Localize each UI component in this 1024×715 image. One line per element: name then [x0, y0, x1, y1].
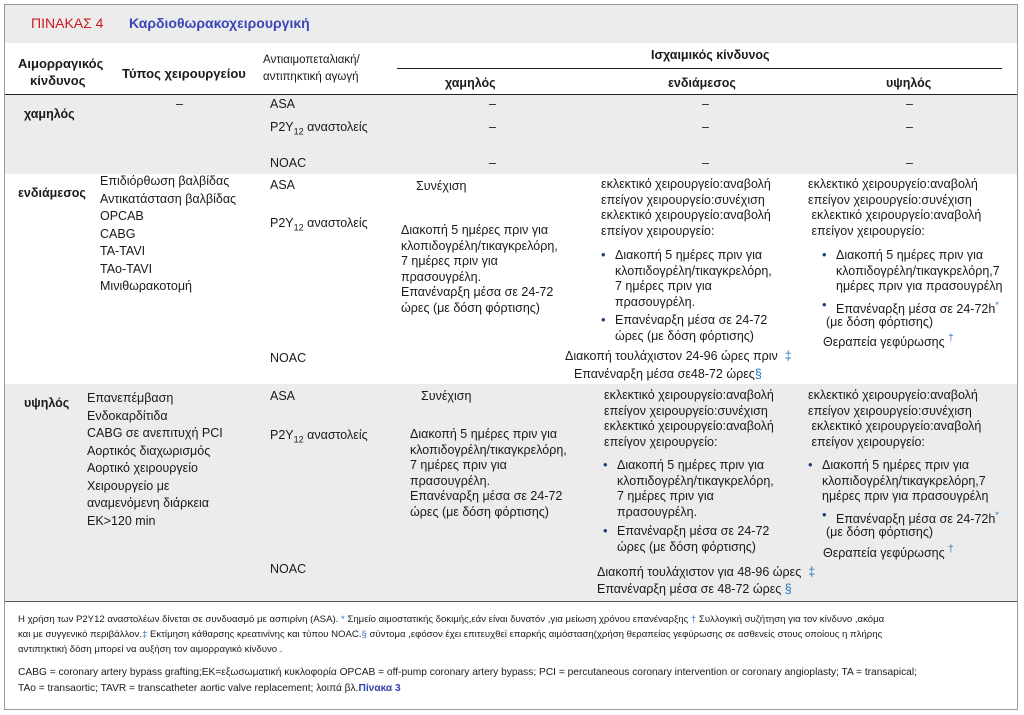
footnote-line-1: Η χρήση των P2Y12 αναστολέων δίνεται σε συνδυασμό με ασπιρίνη (ASA). * Σημείο αιμοστατικής δοκιμής,εάν είναι δυνατόν ,για μείωση χρόνου επανέναρξης † Συλλογική συζήτηση για τον κίνδυνο ,ακόμα	[18, 614, 885, 625]
row-high-high-bullet-1: • Διακοπή 5 ημέρες πριν για κλοπιδογρέλη/τικαγκρελόρη,7 ημέρες πριν για πρασουγρέλη	[808, 458, 988, 505]
row-mid-noac: NOAC	[270, 351, 307, 365]
abbreviations-line-2: TAo = transaortic; TAVR = transcatheter aortic valve replacement; λοιπά βλ.Πίνακα 3	[18, 683, 401, 694]
row-mid-high-text: εκλεκτικό χειρουργείο:αναβολή επείγον χειρουργείο:συνέχιση εκλεκτικό χειρουργείο:αναβολή επείγον χειρουργείο:	[808, 177, 982, 238]
row-high-med-bullet-2: • Επανέναρξη μέσα σε 24-72 ώρες (με δόση φόρτισης)	[603, 524, 769, 555]
header-level-high: υψηλός	[886, 76, 932, 90]
header-therapy-1: Αντιαιμοπεταλιακή/	[263, 54, 360, 66]
row-mid-label: ενδιάμεσος	[18, 186, 86, 200]
row-low-dash: –	[906, 156, 913, 170]
row-high-noac-restart: Επανέναρξη μέσα σε 48-72 ώρες §	[597, 582, 792, 596]
row-high-med-text: εκλεκτικό χειρουργείο:αναβολή επείγον χειρουργείο:συνέχιση εκλεκτικό χειρουργείο:αναβολή επείγον χειρουργείο:	[604, 388, 774, 449]
row-low-shade	[5, 95, 1017, 174]
ischemic-underline	[397, 68, 1002, 69]
row-low-noac: NOAC	[270, 156, 307, 170]
row-high-label: υψηλός	[24, 396, 70, 410]
row-mid-high-bullet-1: • Διακοπή 5 ημέρες πριν για κλοπιδογρέλη/τικαγκρελόρη,7 ημέρες πριν για πρασουγρέλη	[822, 248, 1002, 295]
header-therapy-2: αντιπηκτική αγωγή	[263, 71, 359, 83]
row-low-dash: –	[702, 97, 709, 111]
row-low-dash: –	[489, 156, 496, 170]
row-mid-noac-restart: Επανέναρξη μέσα σε48-72 ώρες§	[574, 367, 762, 381]
row-mid-med-text: εκλεκτικό χειρουργείο:αναβολή επείγον χειρουργείο:συνέχιση εκλεκτικό χειρουργείο:αναβολή επείγον χειρουργείο:	[601, 177, 771, 238]
row-low-p2y: $P2Y_{12}$ αναστολείς	[270, 120, 368, 137]
header-bleeding-risk-1: Αιμορραγικός	[18, 56, 104, 71]
row-mid-low-p2y: Διακοπή 5 ημέρες πριν για κλοπιδογρέλη/τικαγκρελόρη, 7 ημέρες πριν για πρασουγρέλη. Επανέναρξη μέσα σε 24-72 ώρες (με δόση φόρτισης)	[401, 223, 558, 315]
row-high-surgery: Επανεπέμβαση Ενδοκαρδίτιδα CABG σε ανεπιτυχή PCI Αορτικός διαχωρισμός Αορτικό χειρουργείο Χειρουργείο με αναμενόμενη διάρκεια ΕΚ>120 min	[87, 391, 223, 528]
row-low-asa: ASA	[270, 97, 296, 111]
row-high-p2y: $P2Y_{12}$ αναστολείς	[270, 428, 368, 445]
row-low-dash: –	[702, 120, 709, 134]
row-mid-med-bullet-1: • Διακοπή 5 ημέρες πριν για κλοπιδογρέλη/τικαγκρελόρη, 7 ημέρες πριν για πρασουγρέλη.	[601, 248, 772, 310]
row-low-dash: –	[489, 97, 496, 111]
footer-divider	[5, 601, 1017, 602]
row-high-med-bullet-1: • Διακοπή 5 ημέρες πριν για κλοπιδογρέλη/τικαγκρελόρη, 7 ημέρες πριν για πρασουγρέλη.	[603, 458, 774, 520]
row-low-dash: –	[906, 120, 913, 134]
header-level-low: χαμηλός	[445, 76, 496, 90]
footnote-line-3: αντιπηκτική δόση μπορεί να αυξήση τον αιμορραγικό κίνδυνο .	[18, 644, 283, 655]
row-high-noac: NOAC	[270, 562, 307, 576]
row-mid-noac-stop: Διακοπή τουλάχιστον 24-96 ώρες πριν ‡	[565, 349, 792, 363]
row-mid-high-tail: (με δόση φόρτισης)	[826, 315, 934, 329]
row-mid-surgery: Επιδιόρθωση βαλβίδας Αντικατάσταση βαλβίδας OPCAB CABG TA-TAVI TAo-TAVI Μινιθωρακοτομή	[100, 174, 237, 293]
header-surgery-type: Τύπος χειρουργείου	[122, 66, 246, 81]
abbreviations-line-1: CABG = coronary artery bypass grafting;ΕΚ=εξωσωματική κυκλοφορία OPCAB = off-pump coronary artery bypass; PCI = percutaneous coronary intervention or coronary angioplasty; TA = transapical;	[18, 667, 917, 678]
row-mid-low-asa: Συνέχιση	[416, 179, 467, 193]
header-bleeding-risk-2: κίνδυνος	[30, 73, 86, 88]
row-mid-med-bullet-2: • Επανέναρξη μέσα σε 24-72 ώρες (με δόση φόρτισης)	[601, 313, 767, 344]
table-number: ΠΙΝΑΚΑΣ 4	[31, 15, 104, 31]
row-mid-p2y: $P2Y_{12}$ αναστολείς	[270, 216, 368, 233]
header-ischemic-risk: Ισχαιμικός κίνδυνος	[651, 48, 770, 62]
row-high-low-p2y: Διακοπή 5 ημέρες πριν για κλοπιδογρέλη/τικαγκρελόρη, 7 ημέρες πριν για πρασουγρέλη. Επανέναρξη μέσα σε 24-72 ώρες (με δόση φόρτισης)	[410, 427, 567, 519]
row-low-label: χαμηλός	[24, 107, 75, 121]
row-mid-bridge: Θεραπεία γεφύρωσης †	[823, 333, 954, 350]
row-low-dash: –	[906, 97, 913, 111]
row-low-dash: –	[702, 156, 709, 170]
row-high-high-tail: (με δόση φόρτισης)	[826, 525, 934, 539]
row-high-low-asa: Συνέχιση	[421, 389, 472, 403]
row-high-noac-stop: Διακοπή τουλάχιστον για 48-96 ώρες ‡	[597, 565, 816, 579]
row-high-asa: ASA	[270, 389, 296, 403]
footnote-line-2: και με συγγενικό περιβάλλον.‡ Εκτίμηση κάθαρσης κρεατινίνης και τύπου NOAC.§ σύντομα ,εφόσον έχει επιτευχθεί επαρκής αιμόσταση(χρήση θεραπείας γεφύρωσης σε ασθενείς στους οποίους η πλήρης	[18, 629, 883, 640]
row-mid-asa: ASA	[270, 178, 296, 192]
row-high-high-text: εκλεκτικό χειρουργείο:αναβολή επείγον χειρουργείο:συνέχιση εκλεκτικό χειρουργείο:αναβολή επείγον χειρουργείο:	[808, 388, 982, 449]
row-low-surgery: –	[176, 97, 183, 111]
table-title: Καρδιοθωρακοχειρουργική	[129, 15, 310, 31]
row-mid-high-bullet-2: • Επανέναρξη μέσα σε 24-72h*	[822, 298, 999, 318]
row-low-dash: –	[489, 120, 496, 134]
header-level-mid: ενδιάμεσος	[668, 76, 736, 90]
row-high-bridge: Θεραπεία γεφύρωσης †	[823, 544, 954, 561]
table-3-reference[interactable]: Πίνακα 3	[358, 683, 401, 694]
row-high-high-bullet-2: • Επανέναρξη μέσα σε 24-72h*	[822, 508, 999, 528]
